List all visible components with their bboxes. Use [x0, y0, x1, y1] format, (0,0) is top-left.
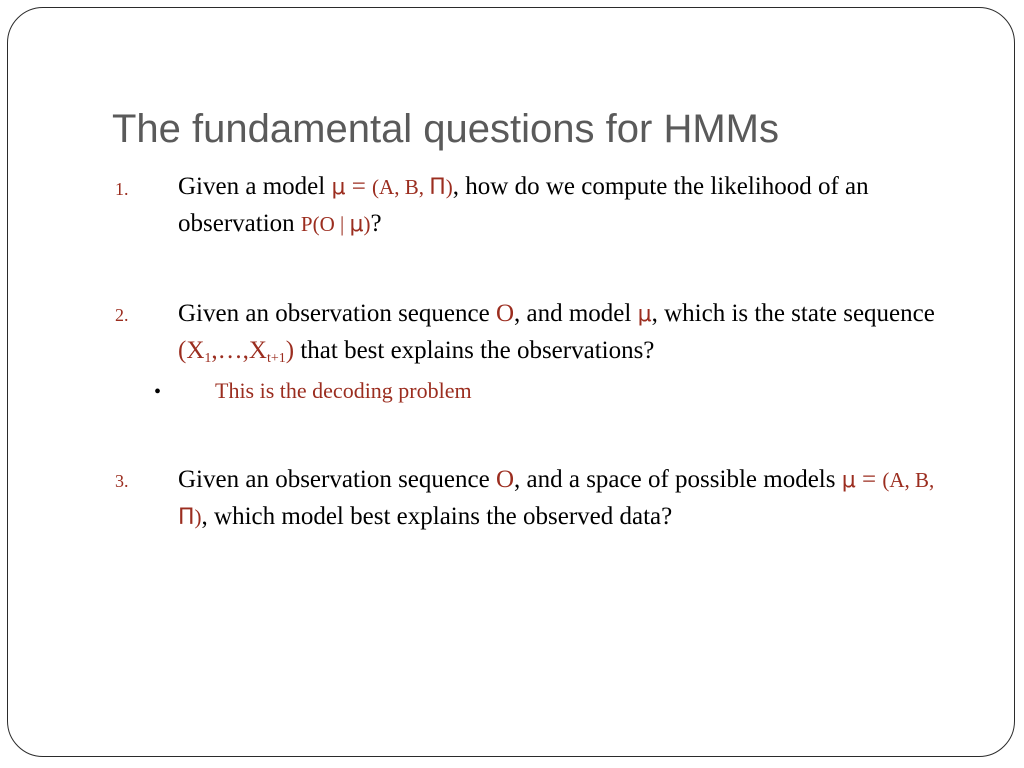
- mu-symbol: μ: [841, 468, 856, 493]
- list-number: 2.: [115, 305, 129, 325]
- observation-symbol: O: [495, 466, 515, 493]
- model-tuple-close: ): [194, 505, 202, 529]
- sub-item-text: This is the decoding problem: [215, 378, 472, 403]
- mu-symbol: μ: [637, 302, 652, 327]
- text-segment: Given a model: [178, 173, 332, 200]
- sequence-middle: ,…,X: [211, 337, 267, 364]
- text-segment: , how do we compute the likelihood of an observation: [178, 173, 869, 237]
- probability-open: P(O |: [300, 212, 350, 236]
- equals-sign: =: [345, 173, 373, 200]
- pi-symbol: Π: [178, 505, 195, 530]
- text-segment: , which model best explains the observed data?: [201, 503, 673, 530]
- model-tuple-close: ): [445, 175, 453, 199]
- list-number: 1.: [115, 179, 129, 199]
- sequence-open: (X: [178, 337, 205, 364]
- text-segment: Given an observation sequence: [178, 466, 496, 493]
- subscript-t-plus-1: t+1: [266, 351, 286, 366]
- text-segment: , and a space of possible models: [514, 466, 842, 493]
- subscript-1: 1: [204, 351, 212, 366]
- mu-symbol: μ: [331, 175, 346, 200]
- mu-symbol: μ: [349, 212, 364, 237]
- text-segment: Given an observation sequence: [178, 300, 496, 327]
- equals-sign: =: [855, 466, 883, 493]
- sequence-close: ): [285, 337, 295, 364]
- list-number: 3.: [115, 471, 129, 491]
- observation-symbol: O: [495, 300, 515, 327]
- bullet-icon: •: [154, 381, 162, 403]
- list-item-text: [178, 462, 968, 536]
- text-segment: , and model: [514, 300, 638, 327]
- list-item-text: [178, 169, 968, 243]
- slide-title: The fundamental questions for HMMs: [112, 107, 779, 151]
- list-item-text: [178, 296, 968, 369]
- slide-frame: [7, 7, 1015, 757]
- text-segment: , which is the state sequence: [651, 300, 935, 327]
- pi-symbol: Π: [429, 175, 446, 200]
- model-tuple-open: (A, B,: [372, 175, 430, 199]
- text-segment: that best explains the observations?: [294, 337, 655, 364]
- text-segment: ?: [370, 210, 382, 237]
- probability-close: ): [363, 212, 371, 236]
- model-tuple-open: (A, B,: [882, 468, 935, 492]
